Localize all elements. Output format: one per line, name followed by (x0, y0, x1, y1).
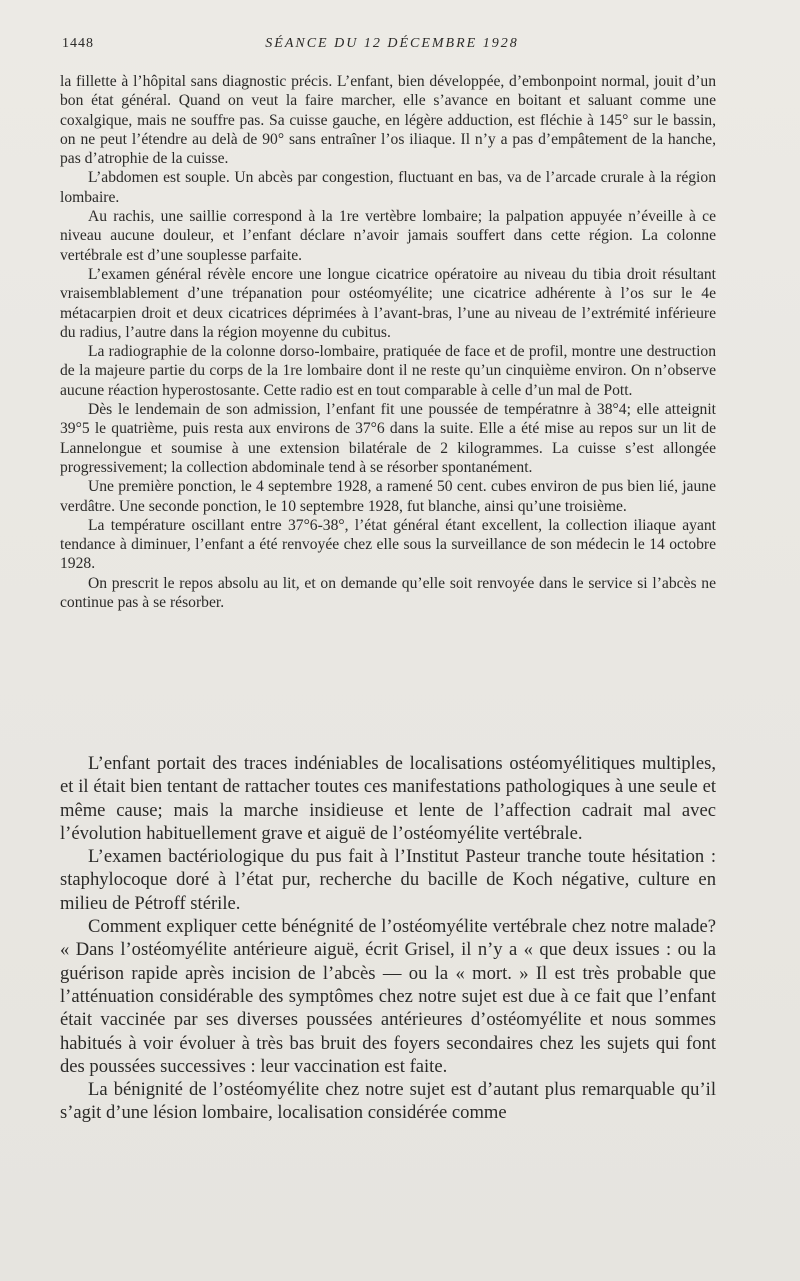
paragraph: L’enfant portait des traces indéniables de localisations ostéomyélitiques multiples, et il était bien tentant de rattacher toutes ces manifestations pathologiques à une seule et même cause; mais la marche insidieuse et lente de l’affection cadrait mal avec l’évolution habituellement grave et aiguë de l’ostéomyélite vertébrale. (60, 753, 716, 844)
running-title: SÉANCE DU 12 DÉCEMBRE 1928 (265, 36, 519, 51)
paragraph: Dès le lendemain de son admission, l’enfant fit une poussée de températnre à 38°4; elle atteignit 39°5 le quatrième, puis resta aux environs de 37°6 dans la suite. Elle a été mise au repos sur un lit de Lannelongue et soumise à une extension bilatérale de 2 kilogrammes. La cuisse s’est allongée progressivement; la collection abdominale tend à se résorber spontanément. (60, 401, 716, 476)
paragraph: La température oscillant entre 37°6-38°, l’état général étant excellent, la collection iliaque ayant tendance à diminuer, l’enfant a été renvoyée chez elle sous la surveillance de son médecin le 14 octobre 1928. (60, 516, 716, 573)
paragraph: L’examen bactériologique du pus fait à l’Institut Pasteur tranche toute hésitation : staphylocoque doré à l’état pur, recherche du bacille de Koch négative, culture en milieu de Pétroff stérile. (60, 846, 716, 914)
paragraph: la fillette à l’hôpital sans diagnostic précis. L’enfant, bien développée, d’embonpoint normal, jouit d’un bon état général. Quand on veut la faire marcher, elle s’avance en boitant et saluant comme une coxalgique, mais ne souffre pas. Sa cuisse gauche, en légère adduction, est fléchie à 145° sur le bassin, on ne peut l’étendre au delà de 90° sans entraîner l’os iliaque. Il n’y a pas d’empâtement de la hanche, pas d’atrophie de la cuisse. (60, 73, 716, 168)
paragraph: On prescrit le repos absolu au lit, et on demande qu’elle soit renvoyée dans le service si l’abcès ne continue pas à se résorber. (60, 574, 716, 612)
paragraph: La radiographie de la colonne dorso-lombaire, pratiquée de face et de profil, montre une destruction de la majeure partie du corps de la 1re lombaire dont il ne reste qu’un cinquième environ. On n’observe aucune réaction hyperostosante. Cette radio est en tout comparable à celle d’un mal de Pott. (60, 343, 716, 399)
page-number: 1448 (62, 36, 94, 51)
case-report-section (60, 72, 716, 612)
paragraph: Une première ponction, le 4 septembre 1928, a ramené 50 cent. cubes environ de pus bien lié, jaune verdâtre. Une seconde ponction, le 10 septembre 1928, fut blanche, ainsi qu’une troisième. (60, 478, 716, 515)
paragraph: Au rachis, une saillie correspond à la 1re vertèbre lombaire; la palpation appuyée n’éveille à ce niveau aucune douleur, et l’enfant déclare n’avoir jamais souffert dans cette région. La colonne vertébrale est d’une souplesse parfaite. (60, 208, 716, 264)
paragraph: L’abdomen est souple. Un abcès par congestion, fluctuant en bas, va de l’arcade crurale à la région lombaire. (60, 169, 716, 206)
paragraph: La bénignité de l’ostéomyélite chez notre sujet est d’autant plus remarquable qu’il s’agit d’une lésion lombaire, localisation considérée comme (60, 1079, 716, 1124)
paragraph: L’examen général révèle encore une longue cicatrice opératoire au niveau du tibia droit résultant vraisemblablement d’une trépanation pour ostéomyélite; une cicatrice adhérente à l’os sur le 4e métacarpien droit et deux cicatrices déprimées à l’avant-bras, l’une au niveau de l’extrémité inférieure du radius, l’autre dans la région moyenne du cubitus. (60, 265, 716, 341)
running-header (62, 36, 722, 58)
discussion-section (60, 752, 716, 1125)
paragraph: Comment expliquer cette bénégnité de l’ostéomyélite vertébrale chez notre malade? « Dans l’ostéomyélite antérieure aiguë, écrit Grisel, il n’y a « que deux issues : ou la guérison rapide après incision de l’abcès — ou la « mort. » Il est très probable que l’atténuation considérable des symptômes chez notre sujet est due à ce fait que l’enfant était vaccinée par ses diverses poussées antérieures d’ostéomyélite et nous sommes habitués à voir évoluer à très bas bruit des foyers secondaires chez les sujets qui font des poussées successives : leur vaccination est faite. (60, 916, 716, 1077)
